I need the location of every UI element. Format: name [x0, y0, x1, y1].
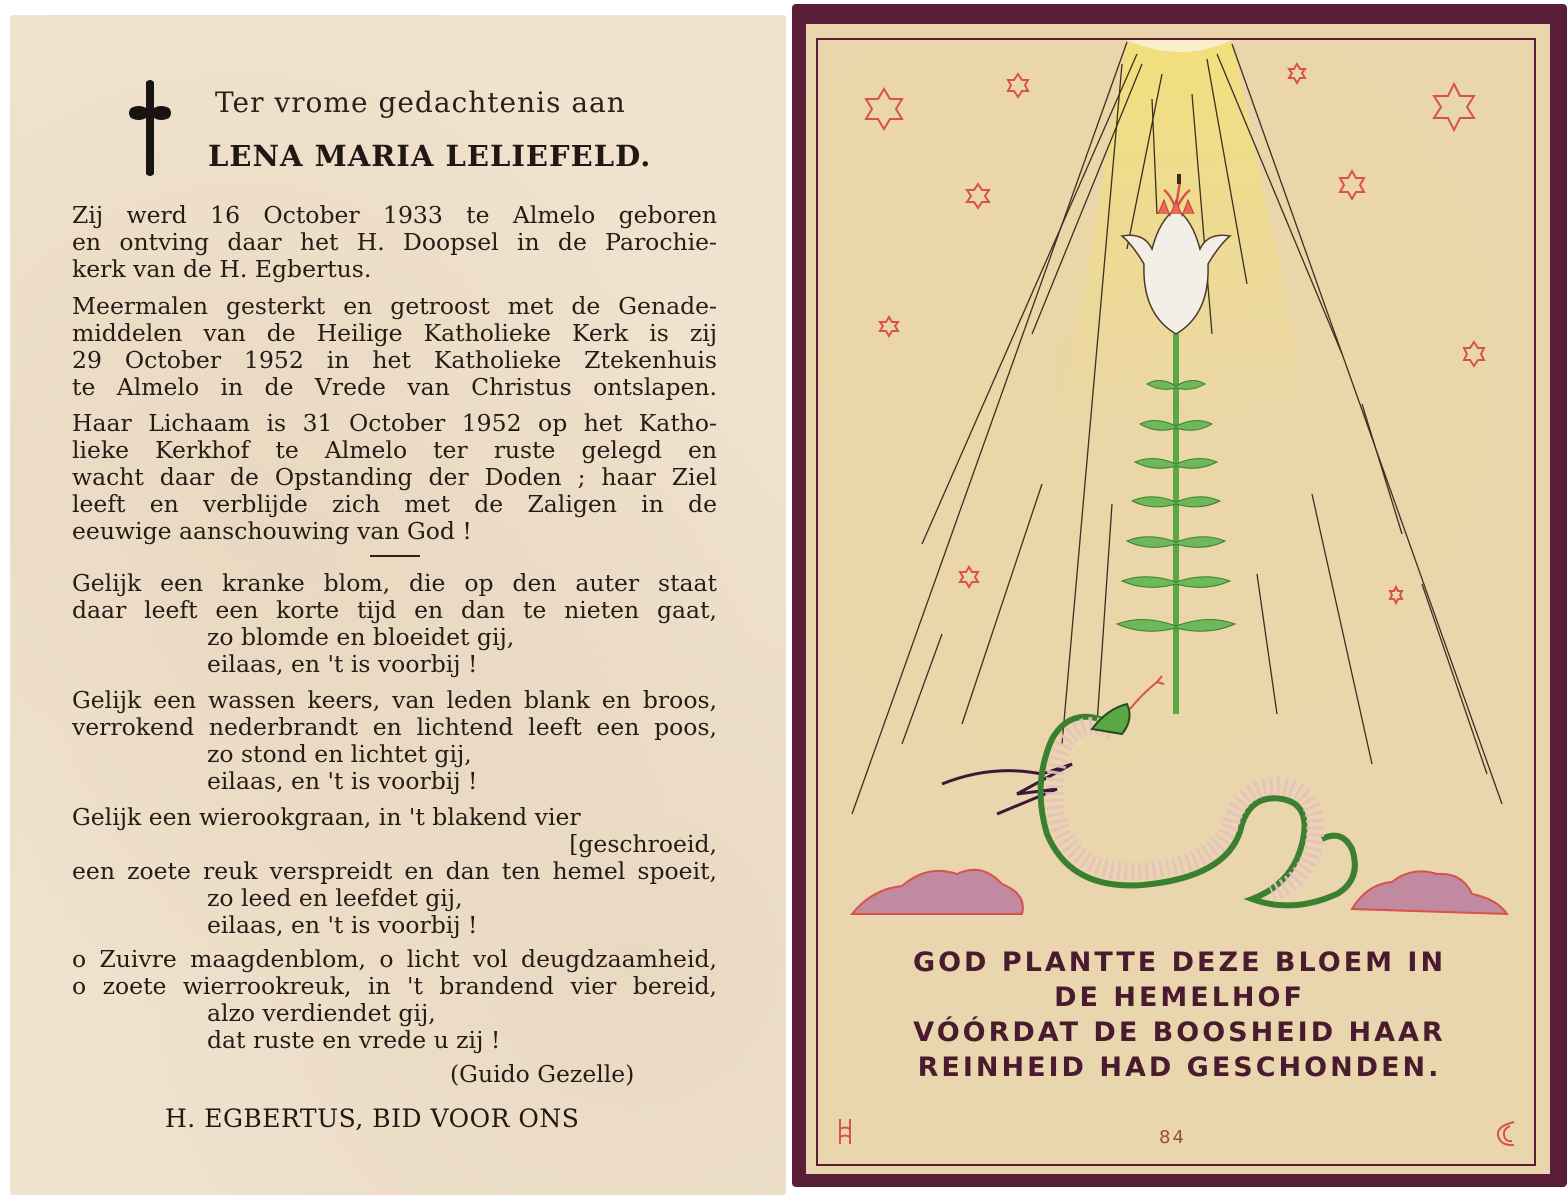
text-line: 29 October 1952 in het Katholieke Ztekenhuis [72, 346, 717, 374]
text-line: dat ruste en vrede u zij ! [207, 1026, 501, 1054]
star-icon [960, 567, 978, 587]
cross-icon [125, 78, 175, 178]
star-icon [1340, 171, 1364, 199]
text-line: te Almelo in de Vrede van Christus ontslapen. [72, 373, 717, 401]
text-line: Haar Lichaam is 31 October 1952 op het Katho- [72, 409, 717, 437]
text-line: verrokend nederbrandt en lichtend leeft een poos, [72, 713, 717, 741]
text-line: zo stond en lichtet gij, [207, 740, 472, 768]
text-line: Gelijk een wierookgraan, in 't blakend vier [72, 803, 581, 831]
text-line: een zoete reuk verspreidt en dan ten hemel spoeit, [72, 857, 717, 885]
text-line: lieke Kerkhof te Almelo ter ruste gelegd en [72, 436, 717, 464]
text-line: eilaas, en 't is voorbij ! [207, 911, 478, 939]
text-line: daar leeft een korte tijd en dan te nieten gaat, [72, 596, 717, 624]
text-line: zo leed en leefdet gij, [207, 884, 463, 912]
poem-stanza-4 [72, 946, 717, 1054]
text-line: o Zuivre maagdenblom, o licht vol deugdzaamheid, [72, 945, 717, 973]
motto-line: GOD PLANTTE DEZE BLOEM IN [912, 947, 1447, 978]
star-icon [1464, 342, 1484, 366]
death-paragraph [72, 293, 717, 401]
text-line: eilaas, en 't is voorbij ! [207, 767, 478, 795]
star-icon [880, 317, 898, 336]
poem-stanza-3 [72, 804, 717, 939]
burial-paragraph [72, 410, 717, 545]
text-line: Zij werd 16 October 1933 te Almelo geboren [72, 201, 717, 229]
motto [792, 945, 1567, 1085]
poem-stanza-2 [72, 687, 717, 795]
text-line: zo blomde en bloeidet gij, [207, 623, 515, 651]
birth-paragraph [72, 202, 717, 283]
text-line: o zoete wierrookreuk, in 't brandend vier bereid, [72, 972, 717, 1000]
poem-attribution: (Guido Gezelle) [450, 1060, 635, 1088]
divider [370, 555, 420, 557]
text-line: alzo verdiendet gij, [207, 999, 436, 1027]
motto-line: VÓÓRDAT DE BOOSHEID HAAR [913, 1017, 1446, 1048]
card-number: 84 [1159, 1127, 1186, 1148]
text-line: leeft en verblijde zich met de Zaligen in de [72, 490, 717, 518]
closing-prayer: H. EGBERTUS, BID VOOR ONS [165, 1104, 580, 1133]
text-line: eeuwige aanschouwing van God ! [72, 517, 472, 545]
text-line: eilaas, en 't is voorbij ! [207, 650, 478, 678]
poem-stanza-1 [72, 570, 717, 678]
star-icon [967, 184, 989, 208]
star-icon [1289, 64, 1305, 83]
text-line: [geschroeid, [569, 830, 717, 858]
text-line: kerk van de H. Egbertus. [72, 255, 372, 283]
text-line: middelen van de Heilige Katholieke Kerk is zij [72, 319, 717, 347]
star-icon [1390, 587, 1402, 603]
serpent [942, 676, 1355, 905]
motto-line: REINHEID HAD GESCHONDEN. [917, 1052, 1442, 1083]
star-icon [1434, 84, 1474, 130]
motto-line: DE HEMELHOF [1054, 982, 1305, 1013]
star-icon [1008, 74, 1028, 97]
text-line: en ontving daar het H. Doopsel in de Parochie- [72, 228, 717, 256]
text-line: Meermalen gesterkt en getroost met de Genade- [72, 292, 717, 320]
text-line: Gelijk een kranke blom, die op den auter staat [72, 569, 717, 597]
text-line: Gelijk een wassen keers, van leden blank en broos, [72, 686, 717, 714]
star-icon [866, 89, 902, 129]
memorial-intro: Ter vrome gedachtenis aan [215, 86, 626, 119]
text-line: wacht daar de Opstanding der Doden ; haar Ziel [72, 463, 717, 491]
deceased-name: LENA MARIA LELIEFELD. [208, 139, 652, 173]
